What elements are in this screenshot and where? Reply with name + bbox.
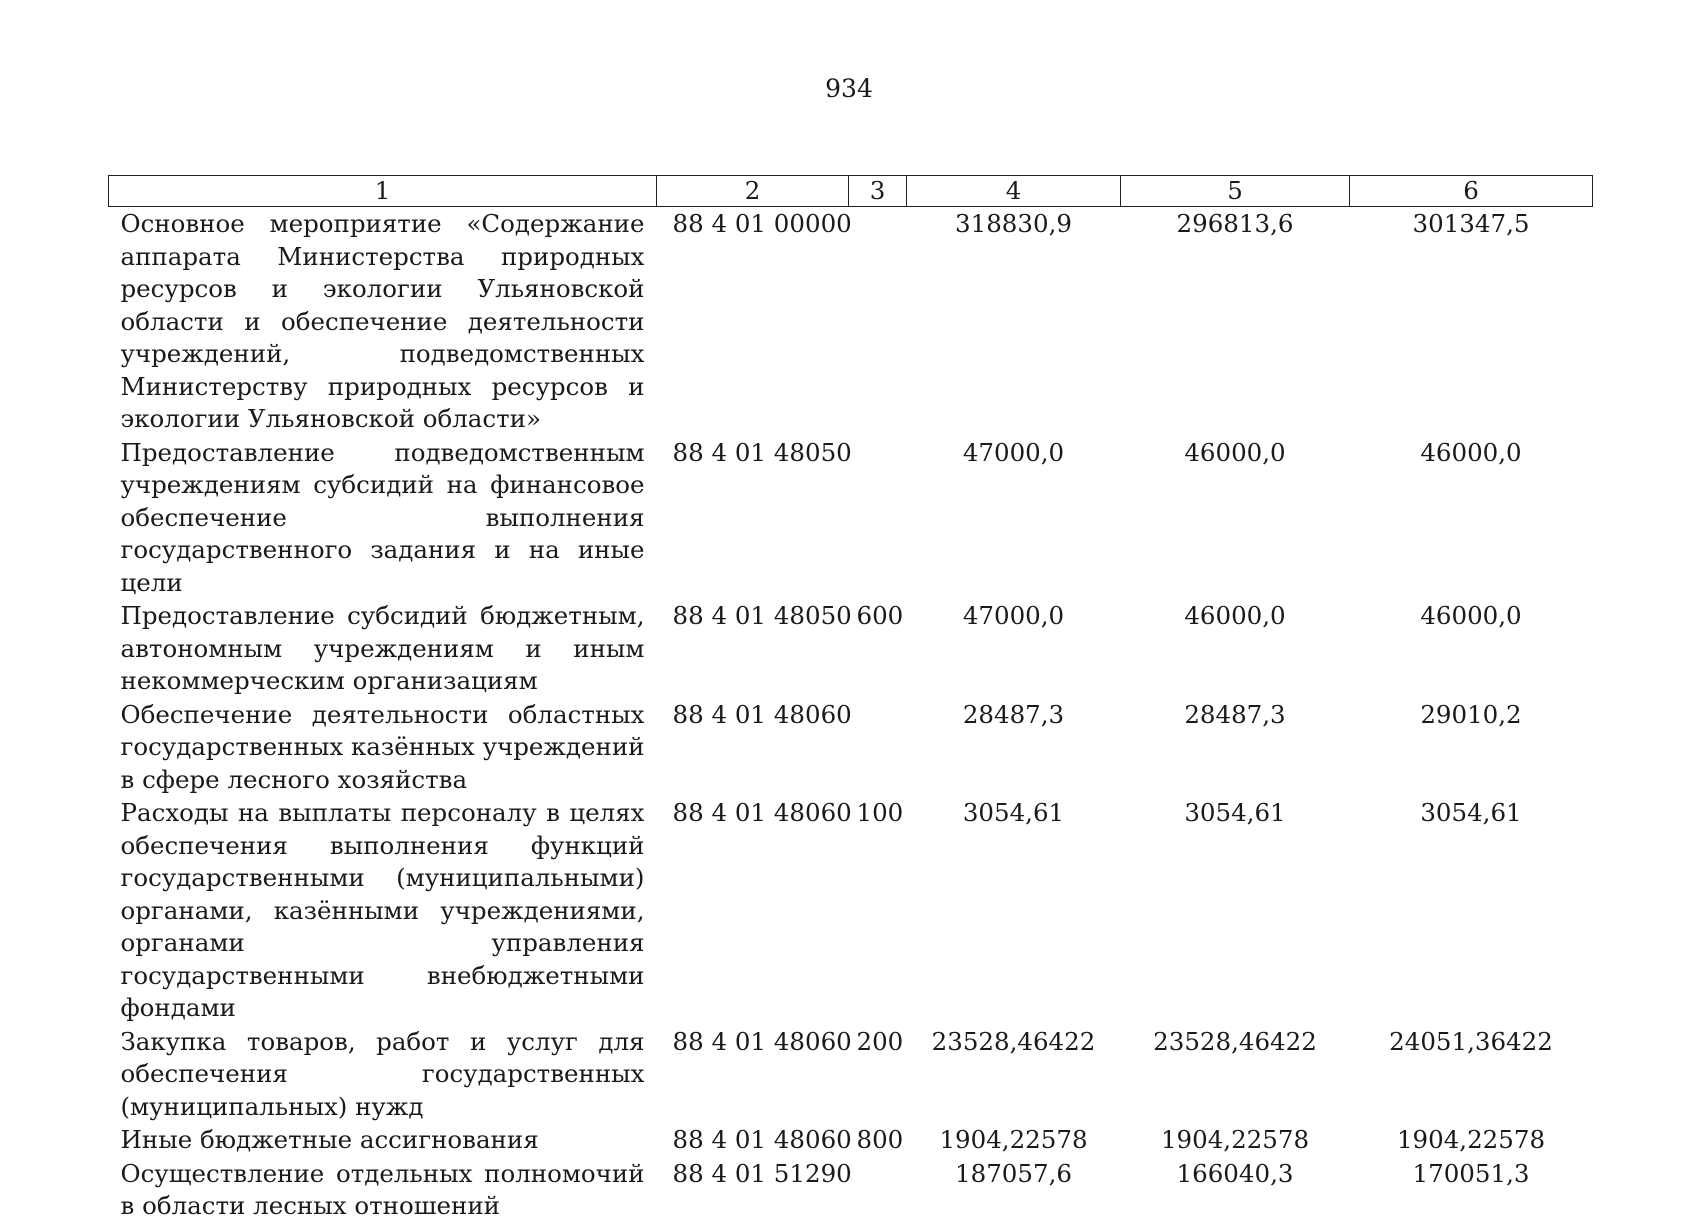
- header-col-1: 1: [109, 176, 657, 207]
- row-value-6: 46000,0: [1420, 601, 1522, 630]
- table-row: [109, 1123, 1593, 1157]
- row-value-6: 3054,61: [1420, 798, 1522, 827]
- header-col-4: 4: [907, 176, 1121, 207]
- header-col-3: 3: [849, 176, 907, 207]
- row-value-4: 47000,0: [962, 601, 1065, 630]
- header-col-6: 6: [1350, 176, 1593, 207]
- table-row: [109, 436, 1593, 600]
- row-value-5: 23528,46422: [1153, 1026, 1317, 1056]
- row-value-5: 46000,0: [1184, 437, 1286, 467]
- table-row: [109, 1157, 1593, 1223]
- row-value-5: 1904,22578: [1160, 1125, 1310, 1154]
- row-name: Обеспечение деятельности областных государственных казённых учреждений в сфере лесного хозяйства: [120, 699, 645, 794]
- row-value-4: 318830,9: [955, 209, 1072, 238]
- row-value-6: 24051,36422: [1389, 1026, 1553, 1056]
- header-col-5: 5: [1121, 176, 1350, 207]
- row-type: 100: [856, 798, 904, 827]
- row-value-5: 3054,61: [1184, 798, 1286, 827]
- row-value-6: 46000,0: [1420, 437, 1522, 467]
- row-value-5: 28487,3: [1184, 699, 1286, 729]
- row-value-6: 170051,3: [1412, 1158, 1530, 1188]
- header-row: [109, 176, 1593, 207]
- table-row: [109, 796, 1593, 1025]
- row-value-6: 29010,2: [1420, 699, 1522, 729]
- row-code: 88 4 01 48060: [672, 699, 852, 729]
- row-code: 88 4 01 48060: [672, 798, 852, 827]
- header-col-2: 2: [657, 176, 849, 207]
- row-value-6: 301347,5: [1412, 209, 1530, 238]
- page-number: 934: [825, 74, 873, 103]
- row-type: [849, 698, 907, 797]
- row-type: [849, 207, 907, 436]
- row-name: Основное мероприятие «Содержание аппарата Министерства природных ресурсов и экологии Ульяновской области и обеспечение деятельности учреждений, подведомственных Министерству природных ресурсов и экологии Ульяновской области»: [120, 209, 645, 433]
- row-name: Закупка товаров, работ и услуг для обеспечения государственных (муниципальных) нужд: [120, 1026, 645, 1121]
- row-value-4: 1904,22578: [939, 1125, 1088, 1154]
- row-name: Осуществление отдельных полномочий в области лесных отношений: [120, 1158, 645, 1220]
- row-name: Предоставление подведомственным учреждениям субсидий на финансовое обеспечение выполнения государственного задания и на иные цели: [120, 437, 645, 597]
- row-type: [849, 436, 907, 600]
- row-type: 200: [856, 1026, 904, 1056]
- row-type: [849, 1157, 907, 1223]
- row-value-4: 28487,3: [962, 699, 1065, 729]
- row-value-4: 3054,61: [962, 798, 1065, 827]
- row-value-4: 47000,0: [962, 437, 1065, 467]
- row-value-4: 23528,46422: [931, 1026, 1096, 1056]
- table-row: [109, 698, 1593, 797]
- row-code: 88 4 01 48050: [672, 601, 852, 630]
- row-code: 88 4 01 48060: [672, 1125, 852, 1154]
- row-code: 88 4 01 00000: [672, 209, 852, 238]
- row-type: 600: [856, 601, 904, 630]
- row-value-5: 46000,0: [1184, 601, 1286, 630]
- row-type: 800: [856, 1125, 904, 1154]
- row-value-5: 296813,6: [1176, 209, 1294, 238]
- row-value-4: 187057,6: [955, 1158, 1072, 1188]
- table-row: [109, 207, 1593, 436]
- row-name: Иные бюджетные ассигнования: [120, 1125, 539, 1154]
- row-name: Расходы на выплаты персоналу в целях обеспечения выполнения функций государственными (муниципальными) органами, казёнными учреждениями, органами управления государственными внебюджетными фондами: [120, 798, 645, 1022]
- row-name: Предоставление субсидий бюджетным, автономным учреждениям и иным некоммерческим организациям: [120, 601, 645, 695]
- row-code: 88 4 01 51290: [672, 1158, 852, 1188]
- budget-table: [108, 175, 1593, 1223]
- table-row: [109, 1025, 1593, 1124]
- row-code: 88 4 01 48050: [672, 437, 852, 467]
- row-value-5: 166040,3: [1176, 1158, 1294, 1188]
- row-code: 88 4 01 48060: [672, 1026, 852, 1056]
- row-value-6: 1904,22578: [1396, 1125, 1546, 1154]
- table-row: [109, 599, 1593, 698]
